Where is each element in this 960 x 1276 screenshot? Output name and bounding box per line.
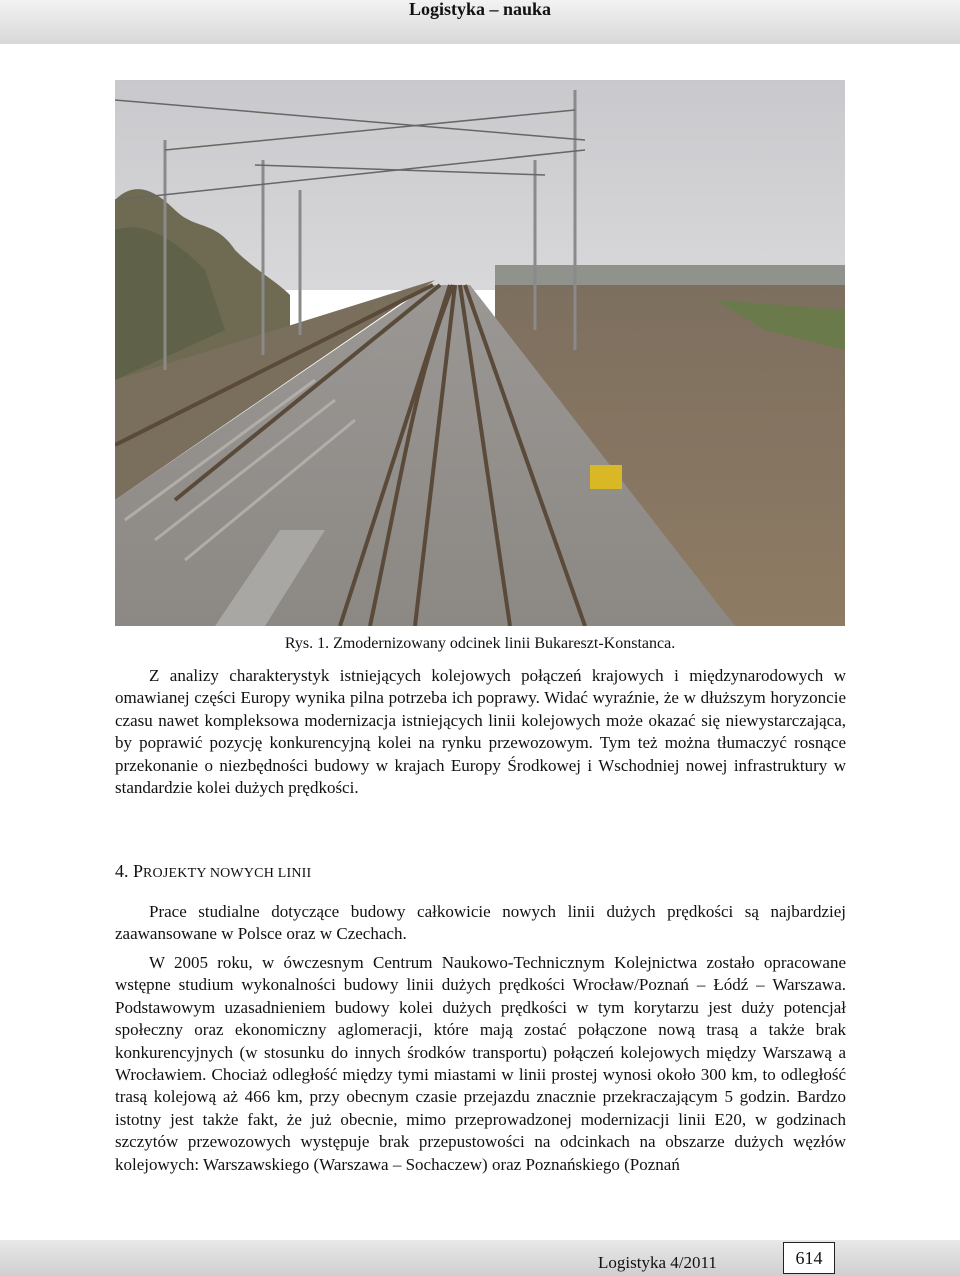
section-heading: [115, 860, 311, 885]
section-initial: P: [133, 861, 144, 881]
paragraph-2005: [115, 952, 846, 1176]
journal-label: Logistyka 4/2011: [598, 1253, 717, 1272]
paragraph-intro-text: Z analizy charakterystyk istniejących kolejowych połączeń krajowych i międzynarodowych w omawianej części Europy wynika pilna potrzeba ich poprawy. Widać wyraźnie, że w dłuższym horyzoncie czasu nawet kompleksowa modernizacja istniejących linii kolejowych może okazać się niewystarczająca, by poprawić pozycję konkurencyjną kolei na rynku przewozowym. Tym też można tłumaczyć rosnące przekonanie o niezbędności budowy w krajach Europy Środkowej i Wschodniej nowej infrastruktury w standardzie kolei dużych prędkości.: [115, 666, 846, 798]
figure-caption: Rys. 1. Zmodernizowany odcinek linii Bukareszt-Konstanca.: [284, 635, 676, 652]
section-title-rest: ROJEKTY NOWYCH LINII: [143, 866, 312, 881]
page-number: 614: [783, 1242, 835, 1274]
railway-photo: [115, 80, 845, 626]
section-number: 4.: [115, 861, 129, 881]
paragraph-studies: [115, 901, 846, 946]
running-header-title: Logistyka – nauka: [408, 0, 552, 19]
paragraph-intro: [115, 665, 846, 799]
paragraph-studies-text: Prace studialne dotyczące budowy całkowicie nowych linii dużych prędkości są najbardziej zaawansowane w Polsce oraz w Czechach.: [115, 902, 846, 944]
paragraph-2005-text: W 2005 roku, w ówczesnym Centrum Naukowo-Technicznym Kolejnictwa zostało opracowane wstępne studium wykonalności budowy linii dużych prędkości Wrocław/Poznań – Łódź – Warszawa. Podstawowym uzasadnieniem budowy kolei dużych prędkości w tym korytarzu jest duży potencjał społeczny oraz ekonomiczny aglomeracji, które mają zostać połączone nową trasą a także brak konkurencyjnych (w stosunku do innych środków transportu) połączeń kolejowych między Warszawą a Wrocławiem. Chociaż odległość między tymi miastami w linii prostej wynosi około 300 km, to odległość trasą kolejową aż 466 km, przy obecnym czasie przejazdu znacznie przekraczającym 5 godzin. Bardzo istotny jest także fakt, że już obecnie, mimo przeprowadzonej modernizacji linii E20, w godzinach szczytów przewozowych występuje brak przepustowości na odcinkach na obszarze dużych węzłów kolejowych: Warszawskiego (Warszawa – Sochaczew) oraz Poznańskiego (Poznań: [115, 953, 846, 1174]
